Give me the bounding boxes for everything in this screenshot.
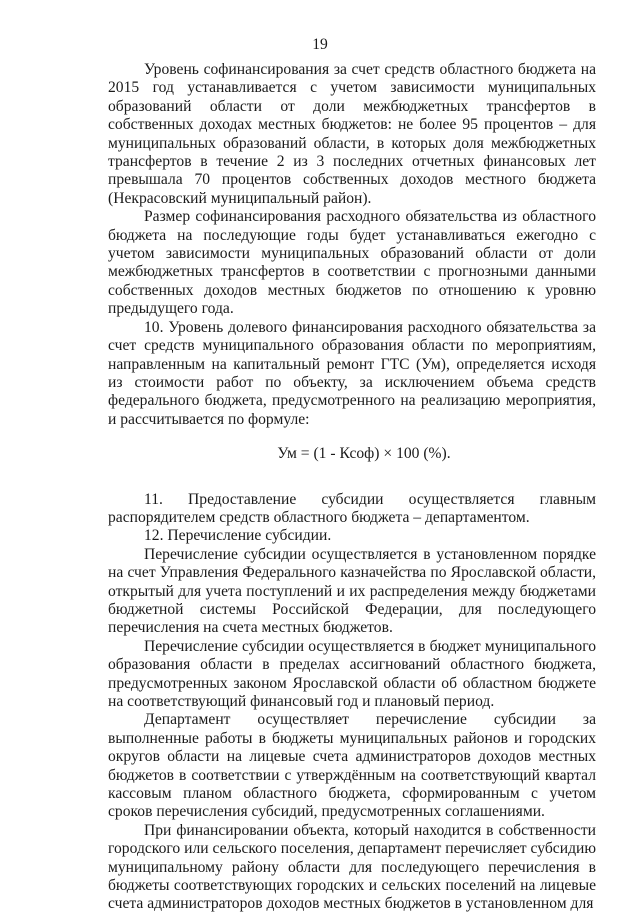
- paragraph-settlement-financing: При финансировании объекта, который находится в собственности городского или сельского поселения, департамент перечисляет субсидию муниципальному району области для последующего перечисления в бюджеты соответствующих городских и сельских поселений на лицевые счета администраторов доходов местных бюджетов в установленном для: [108, 821, 596, 913]
- paragraph-cofinancing-size: Размер софинансирования расходного обязательства из областного бюджета на последующие годы будет устанавливаться ежегодно с учетом зависимости муниципальных образований области от доли межбюджетных трансфертов в соответствии с прогнозными данными собственных доходов местных бюджетов по отношению к уровню предыдущего года.: [108, 208, 596, 318]
- paragraph-item-12: 12. Перечисление субсидии.: [144, 527, 332, 545]
- paragraph-item-10: 10. Уровень долевого финансирования расходного обязательства за счет средств муниципального образования области по мероприятиям, направленным на капитальный ремонт ГТС (Ум), определяется исходя из стоимости работ по объекту, за исключением объема средств федерального бюджета, предусмотренного на реализацию мероприятия, и рассчитывается по формуле:: [108, 318, 596, 428]
- paragraph-cofinancing-level: Уровень софинансирования за счет средств областного бюджета на 2015 год устанавливается с учетом зависимости муниципальных образований области от доли межбюджетных трансфертов в собственных доходах местных бюджетов: не более 95 процентов – для муниципальных образований области, в которых доля межбюджетных трансфертов в течение 2 из 3 последних отчетных финансовых лет превышала 70 процентов собственных доходов местного бюджета (Некрасовский муниципальный район).: [108, 61, 596, 207]
- paragraph-item-11: 11. Предоставление субсидии осуществляется главным распорядителем средств областного бюджета – департаментом.: [108, 490, 596, 526]
- paragraph-department-transfer: Департамент осуществляет перечисление субсидии за выполненные работы в бюджеты муниципальных районов и городских округов области на лицевые счета администраторов доходов местных бюджетов в соответствии с утверждённым на соответствующий квартал кассовым планом областного бюджета, сформированным с учетом сроков перечисления субсидий, предусмотренных соглашениями.: [108, 711, 596, 821]
- document-body: [108, 61, 596, 914]
- formula: Ум = (1 - Ксоф) × 100 (%).: [277, 445, 451, 463]
- paragraph-transfer-account: Перечисление субсидии осуществляется в установленном порядке на счет Управления Федерального казначейства по Ярославской области, открытый для учета поступлений и их распределения между бюджетами бюджетной системы Российской Федерации, для последующего перечисления на счета местных бюджетов.: [108, 545, 596, 637]
- paragraph-transfer-budget: Перечисление субсидии осуществляется в бюджет муниципального образования области в пределах ассигнований областного бюджета, предусмотренных законом Ярославской области об областном бюджете на соответствующий финансовый год и плановый период.: [108, 637, 596, 710]
- page-number: 19: [312, 36, 328, 53]
